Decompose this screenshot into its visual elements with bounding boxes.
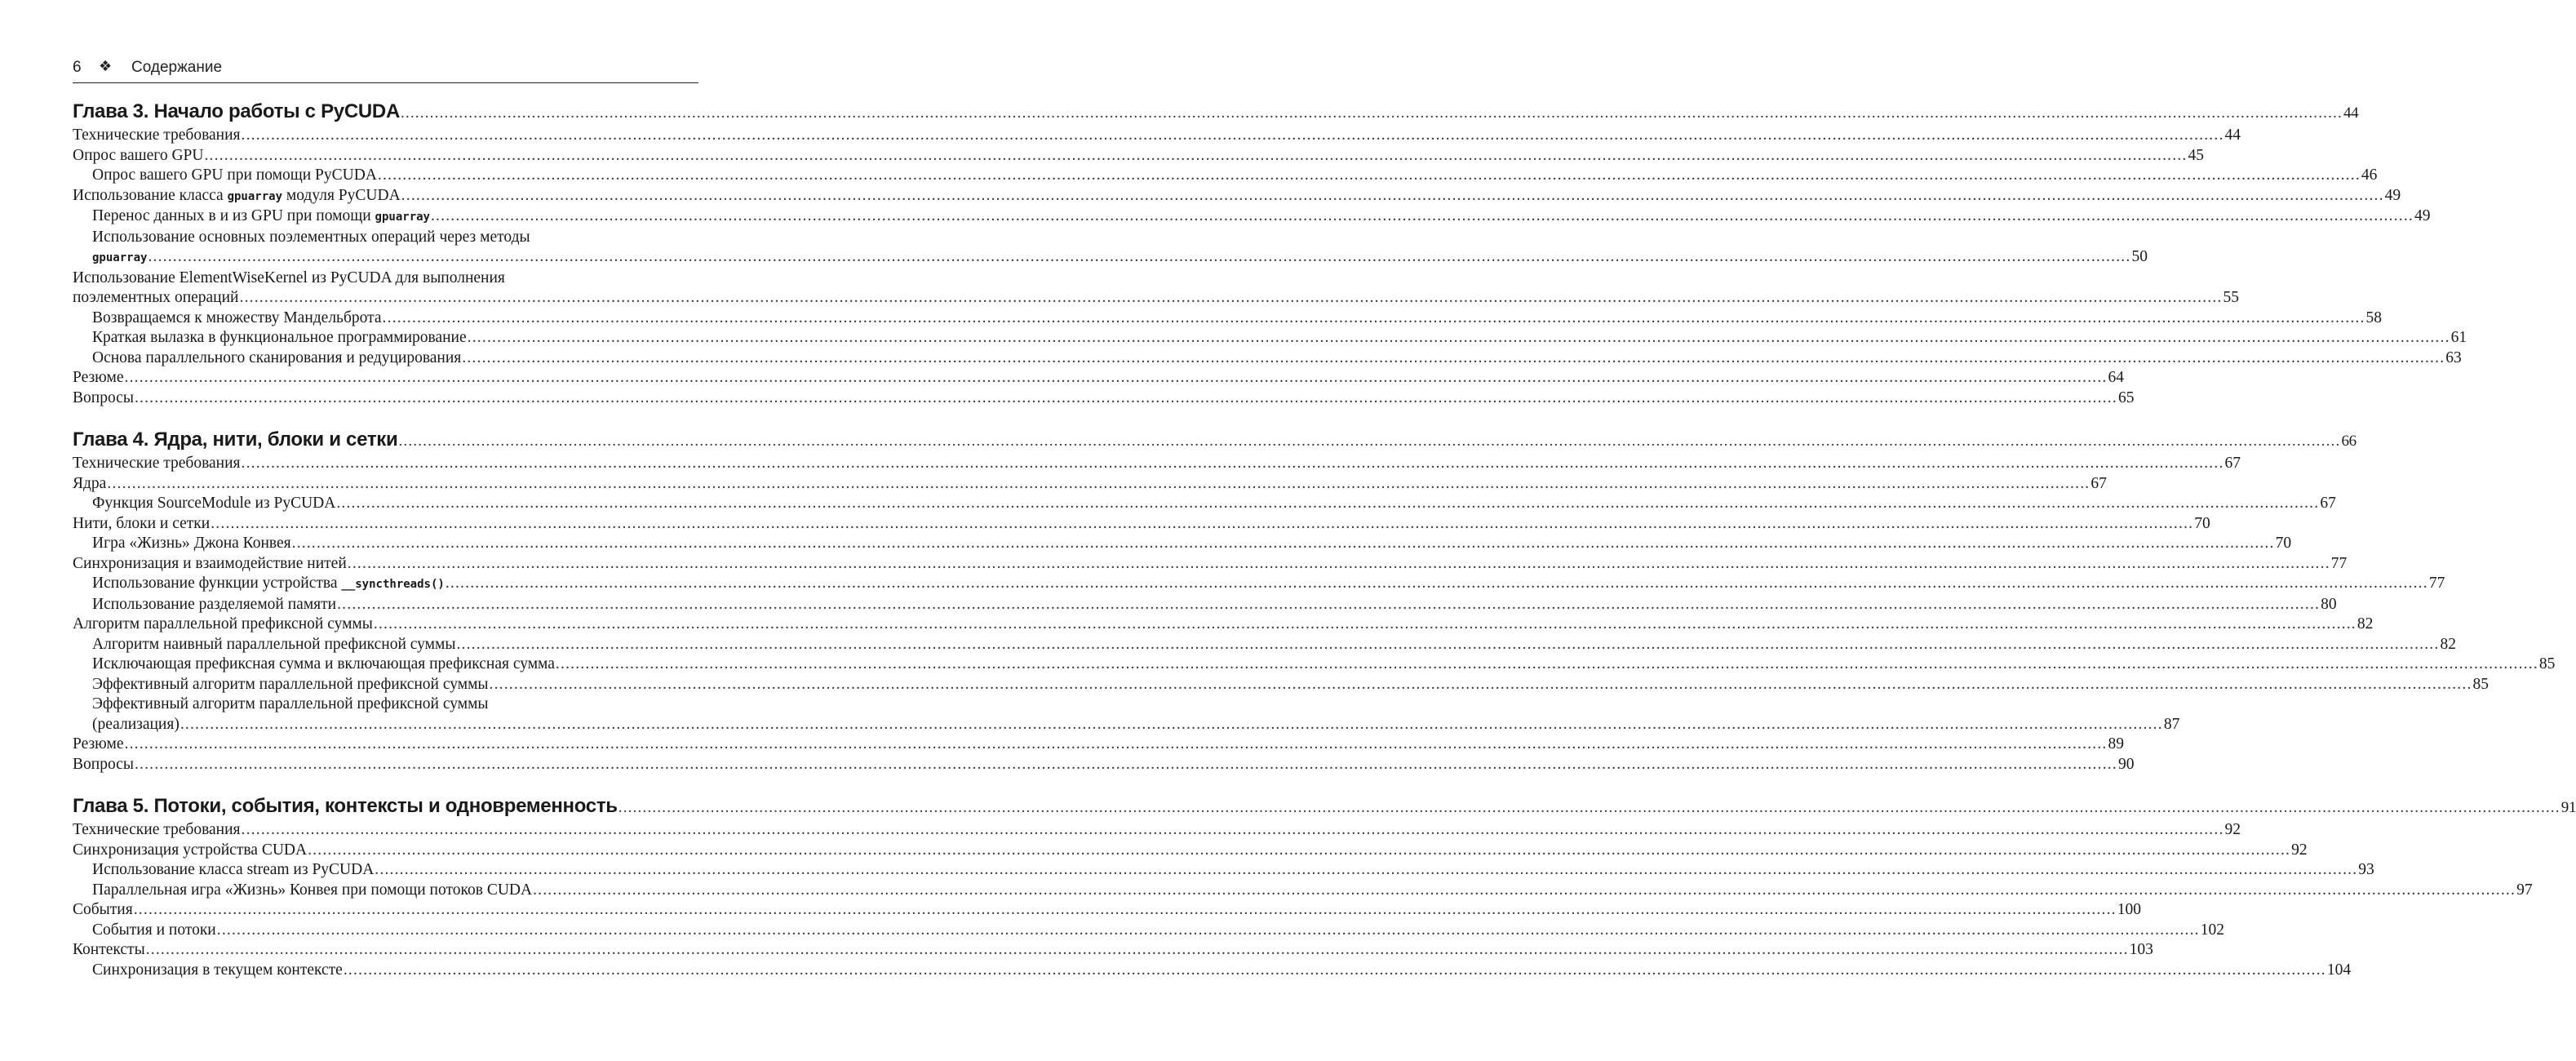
toc-entry bbox=[73, 900, 2141, 921]
entry-page: 58 bbox=[2365, 309, 2383, 326]
dot-leader: ................................................................................................................................................................................................................................................................................................................................................................................................................ bbox=[618, 799, 2560, 816]
dot-leader: ................................................................................................................................................................................................................................................................................................................................................................................................................ bbox=[400, 104, 2343, 122]
toc-row bbox=[92, 206, 2431, 228]
toc-row bbox=[73, 514, 2210, 535]
entry-page: 85 bbox=[2538, 655, 2556, 673]
toc-row bbox=[92, 494, 2336, 514]
entry-page: 104 bbox=[2326, 961, 2352, 979]
entry-label: Вопросы bbox=[73, 388, 134, 406]
code-term: gpuarray bbox=[92, 251, 148, 264]
dot-leader: ................................................................................................................................................................................................................................................................................................................................................................................................................ bbox=[204, 146, 2188, 164]
toc-entry bbox=[73, 309, 2383, 329]
toc-entry bbox=[73, 514, 2210, 535]
entry-page: 87 bbox=[2163, 715, 2180, 733]
dot-leader: ................................................................................................................................................................................................................................................................................................................................................................................................................ bbox=[375, 861, 2358, 878]
toc-entry bbox=[73, 841, 2308, 861]
toc-row bbox=[92, 534, 2292, 554]
header-rule bbox=[73, 82, 698, 83]
entry-page: 82 bbox=[2357, 615, 2374, 633]
toc-row bbox=[92, 635, 2456, 655]
toc-entry bbox=[73, 388, 2135, 409]
entry-label: Функция SourceModule из PyCUDA bbox=[92, 495, 336, 512]
toc-row bbox=[73, 474, 2107, 495]
toc-entry bbox=[73, 186, 2401, 207]
entry-label: Параллельная игра «Жизнь» Конвея при помощи потоков CUDA bbox=[92, 881, 533, 899]
toc-entry bbox=[73, 494, 2336, 514]
entry-page: 77 bbox=[2330, 554, 2348, 572]
page-number: 6 bbox=[73, 59, 82, 76]
entry-page: 102 bbox=[2200, 921, 2224, 939]
entry-label: (реализация) bbox=[92, 715, 180, 733]
chapter-section bbox=[73, 426, 2556, 775]
table-of-contents bbox=[73, 98, 2576, 980]
entry-page: 44 bbox=[2224, 127, 2241, 144]
chapter-section bbox=[73, 792, 2576, 980]
toc-row bbox=[92, 961, 2352, 981]
entry-label: Синхронизация и взаимодействие нитей bbox=[73, 554, 347, 572]
entry-page: 67 bbox=[2091, 474, 2107, 492]
entry-label: поэлементных операций bbox=[73, 289, 239, 306]
toc-entry bbox=[73, 328, 2467, 348]
toc-row bbox=[73, 146, 2204, 166]
entry-label: Технические требования bbox=[73, 821, 241, 838]
toc-row bbox=[73, 368, 2124, 388]
toc-row bbox=[92, 881, 2533, 901]
entry-page: 100 bbox=[2117, 901, 2141, 918]
dot-leader: ................................................................................................................................................................................................................................................................................................................................................................................................................ bbox=[336, 495, 2320, 512]
entry-label: Использование класса stream из PyCUDA bbox=[92, 861, 375, 878]
toc-row bbox=[73, 454, 2241, 474]
entry-page: 90 bbox=[2117, 755, 2135, 773]
toc-row bbox=[73, 554, 2348, 575]
entry-page: 70 bbox=[2194, 514, 2210, 532]
toc-row bbox=[73, 820, 2241, 841]
entry-page: 82 bbox=[2440, 635, 2456, 653]
entry-label: Основа параллельного сканирования и редуцирования bbox=[92, 348, 462, 366]
toc-row bbox=[92, 655, 2556, 675]
dot-leader: ................................................................................................................................................................................................................................................................................................................................................................................................................ bbox=[401, 186, 2384, 204]
chapter-gap bbox=[73, 408, 698, 426]
toc-row bbox=[92, 309, 2383, 329]
toc-row bbox=[92, 675, 2490, 695]
dot-leader: ................................................................................................................................................................................................................................................................................................................................................................................................................ bbox=[373, 615, 2357, 633]
entry-label: Резюме bbox=[73, 369, 124, 386]
toc-entry bbox=[73, 368, 2124, 388]
entry-label: События и потоки bbox=[92, 921, 216, 939]
toc-row bbox=[73, 186, 2401, 207]
entry-label: Нити, блоки и сетки bbox=[73, 514, 211, 532]
toc-entry bbox=[73, 755, 2135, 775]
toc-entry bbox=[73, 269, 2239, 309]
toc-entry bbox=[73, 860, 2374, 881]
toc-row bbox=[73, 388, 2135, 409]
toc-row bbox=[92, 921, 2224, 941]
toc-row bbox=[92, 860, 2374, 881]
entry-page: 103 bbox=[2129, 941, 2153, 958]
dot-leader: ................................................................................................................................................................................................................................................................................................................................................................................................................ bbox=[239, 289, 2223, 306]
entry-page: 45 bbox=[2188, 146, 2204, 164]
toc-row bbox=[73, 615, 2374, 635]
chapter-heading bbox=[73, 792, 2576, 820]
entry-label: Контексты bbox=[73, 941, 145, 958]
toc-entry bbox=[73, 595, 2337, 615]
entry-label: Использование функции устройства __syncthreads() bbox=[92, 575, 445, 592]
dot-leader: ................................................................................................................................................................................................................................................................................................................................................................................................................ bbox=[467, 329, 2450, 346]
entry-label: Игра «Жизнь» Джона Конвея bbox=[92, 535, 291, 552]
entry-page: 77 bbox=[2428, 575, 2445, 592]
dot-leader: ................................................................................................................................................................................................................................................................................................................................................................................................................ bbox=[456, 635, 2440, 653]
entry-label: Опрос вашего GPU при помощи PyCUDA bbox=[92, 166, 377, 184]
toc-row bbox=[92, 595, 2337, 615]
toc-row bbox=[92, 166, 2378, 186]
toc-entry bbox=[73, 126, 2241, 146]
toc-entry bbox=[73, 534, 2292, 554]
dot-leader: ................................................................................................................................................................................................................................................................................................................................................................................................................ bbox=[241, 455, 2224, 472]
toc-row bbox=[92, 247, 2148, 269]
entry-page: 97 bbox=[2516, 881, 2533, 899]
toc-entry bbox=[73, 695, 2180, 735]
dot-leader: ................................................................................................................................................................................................................................................................................................................................................................................................................ bbox=[241, 821, 2224, 838]
entry-page: 80 bbox=[2321, 595, 2337, 613]
chapter-title: Глава 3. Начало работы с PyCUDA bbox=[73, 100, 400, 122]
toc-row bbox=[73, 288, 2239, 309]
entry-page: 93 bbox=[2358, 861, 2374, 878]
entry-page: 92 bbox=[2291, 841, 2308, 859]
entry-page: 92 bbox=[2224, 821, 2241, 838]
dot-leader: ................................................................................................................................................................................................................................................................................................................................................................................................................ bbox=[134, 388, 2117, 406]
toc-entry bbox=[73, 554, 2348, 575]
toc-row bbox=[92, 715, 2180, 735]
entry-page: 64 bbox=[2108, 369, 2124, 386]
toc-entry bbox=[73, 940, 2153, 961]
dot-leader: ................................................................................................................................................................................................................................................................................................................................................................................................................ bbox=[134, 755, 2117, 773]
entry-label: Технические требования bbox=[73, 127, 241, 144]
entry-page: 89 bbox=[2108, 735, 2124, 752]
entry-label: Возвращаемся к множеству Мандельброта bbox=[92, 309, 382, 326]
toc-entry bbox=[73, 921, 2224, 941]
entry-label bbox=[92, 247, 147, 269]
toc-row bbox=[92, 348, 2462, 369]
dot-leader: ................................................................................................................................................................................................................................................................................................................................................................................................................ bbox=[291, 535, 2275, 552]
code-term: gpuarray bbox=[375, 211, 430, 224]
toc-row bbox=[73, 940, 2153, 961]
dot-leader: ................................................................................................................................................................................................................................................................................................................................................................................................................ bbox=[216, 921, 2200, 939]
toc-entry bbox=[73, 655, 2556, 675]
toc-entry bbox=[73, 228, 2148, 269]
toc-row bbox=[73, 735, 2124, 755]
chapter-heading bbox=[73, 426, 2357, 454]
entry-label: Опрос вашего GPU bbox=[73, 146, 204, 164]
entry-page: 49 bbox=[2384, 186, 2401, 204]
entry-page: 67 bbox=[2320, 495, 2336, 512]
chapter-title: Глава 4. Ядра, нити, блоки и сетки bbox=[73, 428, 398, 451]
entry-label: Технические требования bbox=[73, 455, 241, 472]
toc-row bbox=[73, 126, 2241, 146]
entry-page: 46 bbox=[2361, 166, 2378, 184]
dot-leader: ................................................................................................................................................................................................................................................................................................................................................................................................................ bbox=[398, 433, 2341, 450]
toc-entry bbox=[73, 820, 2241, 841]
toc-entry bbox=[73, 146, 2204, 166]
toc-entry bbox=[73, 348, 2462, 369]
entry-label: Краткая вылазка в функциональное программирование bbox=[92, 329, 467, 346]
toc-row bbox=[73, 900, 2141, 921]
entry-label: Синхронизация устройства CUDA bbox=[73, 841, 308, 859]
entry-label: События bbox=[73, 901, 133, 918]
dot-leader: ................................................................................................................................................................................................................................................................................................................................................................................................................ bbox=[430, 207, 2414, 224]
entry-page: 65 bbox=[2117, 388, 2135, 406]
dot-leader: ................................................................................................................................................................................................................................................................................................................................................................................................................ bbox=[308, 841, 2291, 859]
dot-leader: ................................................................................................................................................................................................................................................................................................................................................................................................................ bbox=[337, 595, 2321, 613]
toc-entry bbox=[73, 454, 2241, 474]
dot-leader: ................................................................................................................................................................................................................................................................................................................................................................................................................ bbox=[489, 675, 2472, 693]
entry-page: 63 bbox=[2445, 348, 2462, 366]
entry-label-line: Эффективный алгоритм параллельной префиксной суммы bbox=[92, 695, 489, 713]
entry-label: Синхронизация в текущем контексте bbox=[92, 961, 343, 979]
entry-page: 50 bbox=[2131, 248, 2148, 265]
toc-entry bbox=[73, 675, 2490, 695]
entry-label: Эффективный алгоритм параллельной префиксной суммы bbox=[92, 675, 489, 693]
entry-label-line: Использование ElementWiseKernel из PyCUDA для выполнения bbox=[73, 269, 505, 286]
dot-leader: ................................................................................................................................................................................................................................................................................................................................................................................................................ bbox=[462, 348, 2445, 366]
dot-leader: ................................................................................................................................................................................................................................................................................................................................................................................................................ bbox=[211, 514, 2194, 532]
dot-leader: ................................................................................................................................................................................................................................................................................................................................................................................................................ bbox=[145, 941, 2129, 958]
entry-label: Алгоритм наивный параллельной префиксной суммы bbox=[92, 635, 456, 653]
entry-page: 67 bbox=[2224, 455, 2241, 472]
entry-label: Использование класса gpuarray модуля PyCUDA bbox=[73, 186, 401, 204]
toc-entry bbox=[73, 166, 2378, 186]
entry-label: Исключающая префиксная сумма и включающая префиксная сумма bbox=[92, 655, 555, 673]
running-title: Содержание bbox=[131, 59, 223, 76]
dot-leader: ................................................................................................................................................................................................................................................................................................................................................................................................................ bbox=[107, 474, 2091, 492]
dot-leader: ................................................................................................................................................................................................................................................................................................................................................................................................................ bbox=[555, 655, 2538, 673]
ornament-icon: ❖ bbox=[99, 58, 113, 75]
dot-leader: ................................................................................................................................................................................................................................................................................................................................................................................................................ bbox=[445, 575, 2428, 592]
entry-label: Алгоритм параллельной префиксной суммы bbox=[73, 615, 373, 633]
code-term: gpuarray bbox=[227, 189, 283, 203]
chapter-gap bbox=[73, 775, 698, 792]
dot-leader: ................................................................................................................................................................................................................................................................................................................................................................................................................ bbox=[180, 715, 2163, 733]
chapter-title: Глава 5. Потоки, события, контексты и одновременность bbox=[73, 795, 618, 817]
entry-label: Резюме bbox=[73, 735, 124, 752]
chapter-heading bbox=[73, 98, 2359, 126]
toc-entry bbox=[73, 206, 2431, 228]
chapter-page: 66 bbox=[2341, 433, 2357, 450]
toc-row bbox=[92, 574, 2445, 595]
entry-page: 70 bbox=[2275, 535, 2292, 552]
entry-label: Использование разделяемой памяти bbox=[92, 595, 337, 613]
entry-label: Ядра bbox=[73, 474, 107, 492]
dot-leader: ................................................................................................................................................................................................................................................................................................................................................................................................................ bbox=[377, 166, 2361, 184]
toc-entry bbox=[73, 474, 2107, 495]
toc-row bbox=[73, 755, 2135, 775]
entry-label: Вопросы bbox=[73, 755, 134, 773]
entry-label-line: Использование основных поэлементных операций через методы bbox=[92, 228, 530, 246]
toc-row bbox=[73, 841, 2308, 861]
dot-leader: ................................................................................................................................................................................................................................................................................................................................................................................................................ bbox=[347, 554, 2330, 572]
toc-entry bbox=[73, 635, 2456, 655]
toc-entry bbox=[73, 961, 2352, 981]
entry-label: Перенос данных в и из GPU при помощи gpuarray bbox=[92, 207, 430, 224]
dot-leader: ................................................................................................................................................................................................................................................................................................................................................................................................................ bbox=[533, 881, 2516, 899]
dot-leader: ................................................................................................................................................................................................................................................................................................................................................................................................................ bbox=[148, 248, 2131, 265]
dot-leader: ................................................................................................................................................................................................................................................................................................................................................................................................................ bbox=[241, 127, 2224, 144]
entry-page: 61 bbox=[2450, 329, 2467, 346]
dot-leader: ................................................................................................................................................................................................................................................................................................................................................................................................................ bbox=[124, 369, 2108, 386]
dot-leader: ................................................................................................................................................................................................................................................................................................................................................................................................................ bbox=[382, 309, 2365, 326]
entry-page: 49 bbox=[2414, 207, 2431, 224]
toc-entry bbox=[73, 574, 2445, 595]
dot-leader: ................................................................................................................................................................................................................................................................................................................................................................................................................ bbox=[133, 901, 2117, 918]
toc-entry bbox=[73, 615, 2374, 635]
toc-entry bbox=[73, 881, 2533, 901]
running-header bbox=[73, 59, 698, 82]
chapter-section bbox=[73, 98, 2467, 408]
chapter-page: 44 bbox=[2343, 104, 2359, 122]
entry-page: 85 bbox=[2472, 675, 2490, 693]
entry-page: 55 bbox=[2223, 289, 2239, 306]
toc-row bbox=[92, 328, 2467, 348]
code-term: __syncthreads() bbox=[341, 578, 445, 591]
chapter-page: 91 bbox=[2560, 799, 2576, 816]
dot-leader: ................................................................................................................................................................................................................................................................................................................................................................................................................ bbox=[343, 961, 2326, 979]
toc-entry bbox=[73, 735, 2124, 755]
dot-leader: ................................................................................................................................................................................................................................................................................................................................................................................................................ bbox=[124, 735, 2108, 752]
